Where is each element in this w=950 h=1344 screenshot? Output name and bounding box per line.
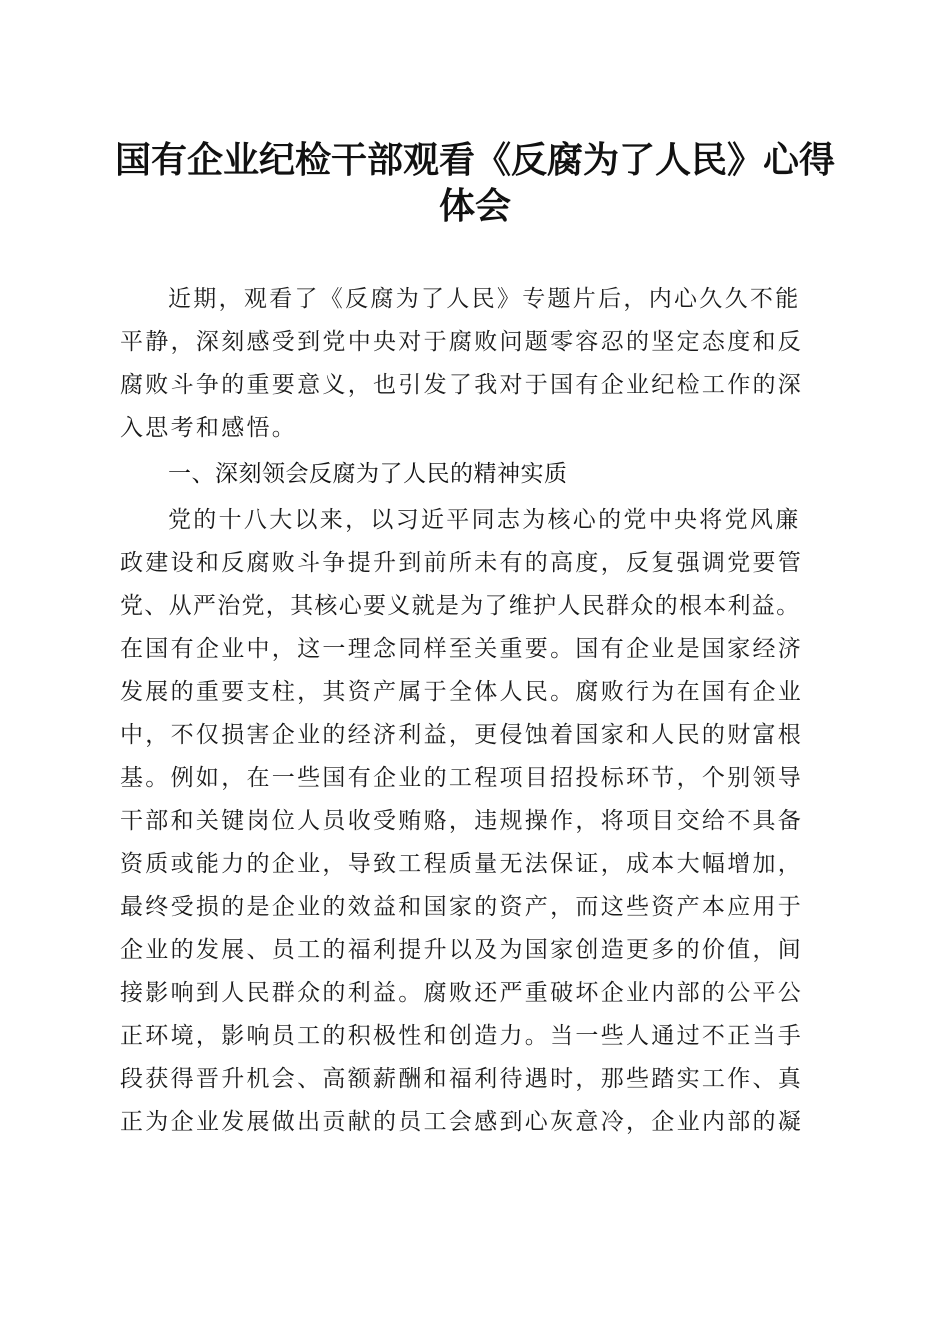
section1-line-9: 资质或能力的企业，导致工程质量无法保证，成本大幅增加， <box>120 851 804 877</box>
section1-line-4: 在国有企业中，这一理念同样至关重要。国有企业是国家经济 <box>120 636 804 662</box>
section1-line-11: 企业的发展、员工的福利提升以及为国家创造更多的价值，间 <box>120 937 804 963</box>
intro-line-2: 平静，深刻感受到党中央对于腐败问题零容忍的坚定态度和反 <box>120 329 804 355</box>
section1-line-1: 党的十八大以来，以习近平同志为核心的党中央将党风廉 <box>168 507 801 533</box>
section1-line-12: 接影响到人民群众的利益。腐败还严重破坏企业内部的公平公 <box>120 980 804 1006</box>
section1-heading: 一、深刻领会反腐为了人民的精神实质 <box>168 461 568 487</box>
section1-line-7: 基。例如，在一些国有企业的工程项目招投标环节，个别领导 <box>120 765 804 791</box>
section1-line-8: 干部和关键岗位人员收受贿赂，违规操作，将项目交给不具备 <box>120 808 804 834</box>
section1-line-2: 政建设和反腐败斗争提升到前所未有的高度，反复强调党要管 <box>120 550 804 576</box>
section1-line-14: 段获得晋升机会、高额薪酬和福利待遇时，那些踏实工作、真 <box>120 1066 804 1092</box>
document-title-line-2: 体会 <box>438 185 511 227</box>
section1-line-3: 党、从严治党，其核心要义就是为了维护人民群众的根本利益。 <box>120 593 801 619</box>
section1-line-10: 最终受损的是企业的效益和国家的资产，而这些资产本应用于 <box>120 894 804 920</box>
section1-line-15: 正为企业发展做出贡献的员工会感到心灰意冷，企业内部的凝 <box>120 1109 804 1135</box>
section1-line-5: 发展的重要支柱，其资产属于全体人民。腐败行为在国有企业 <box>120 679 804 705</box>
section1-line-13: 正环境，影响员工的积极性和创造力。当一些人通过不正当手 <box>120 1023 804 1049</box>
document-title-line-1: 国有企业纪检干部观看《反腐为了人民》心得 <box>114 139 835 181</box>
intro-line-3: 腐败斗争的重要意义，也引发了我对于国有企业纪检工作的深 <box>120 372 804 398</box>
section1-line-6: 中，不仅损害企业的经济利益，更侵蚀着国家和人民的财富根 <box>120 722 804 748</box>
intro-line-4: 入思考和感悟。 <box>120 415 298 441</box>
intro-line-1: 近期，观看了《反腐为了人民》专题片后，内心久久不能 <box>168 286 801 312</box>
